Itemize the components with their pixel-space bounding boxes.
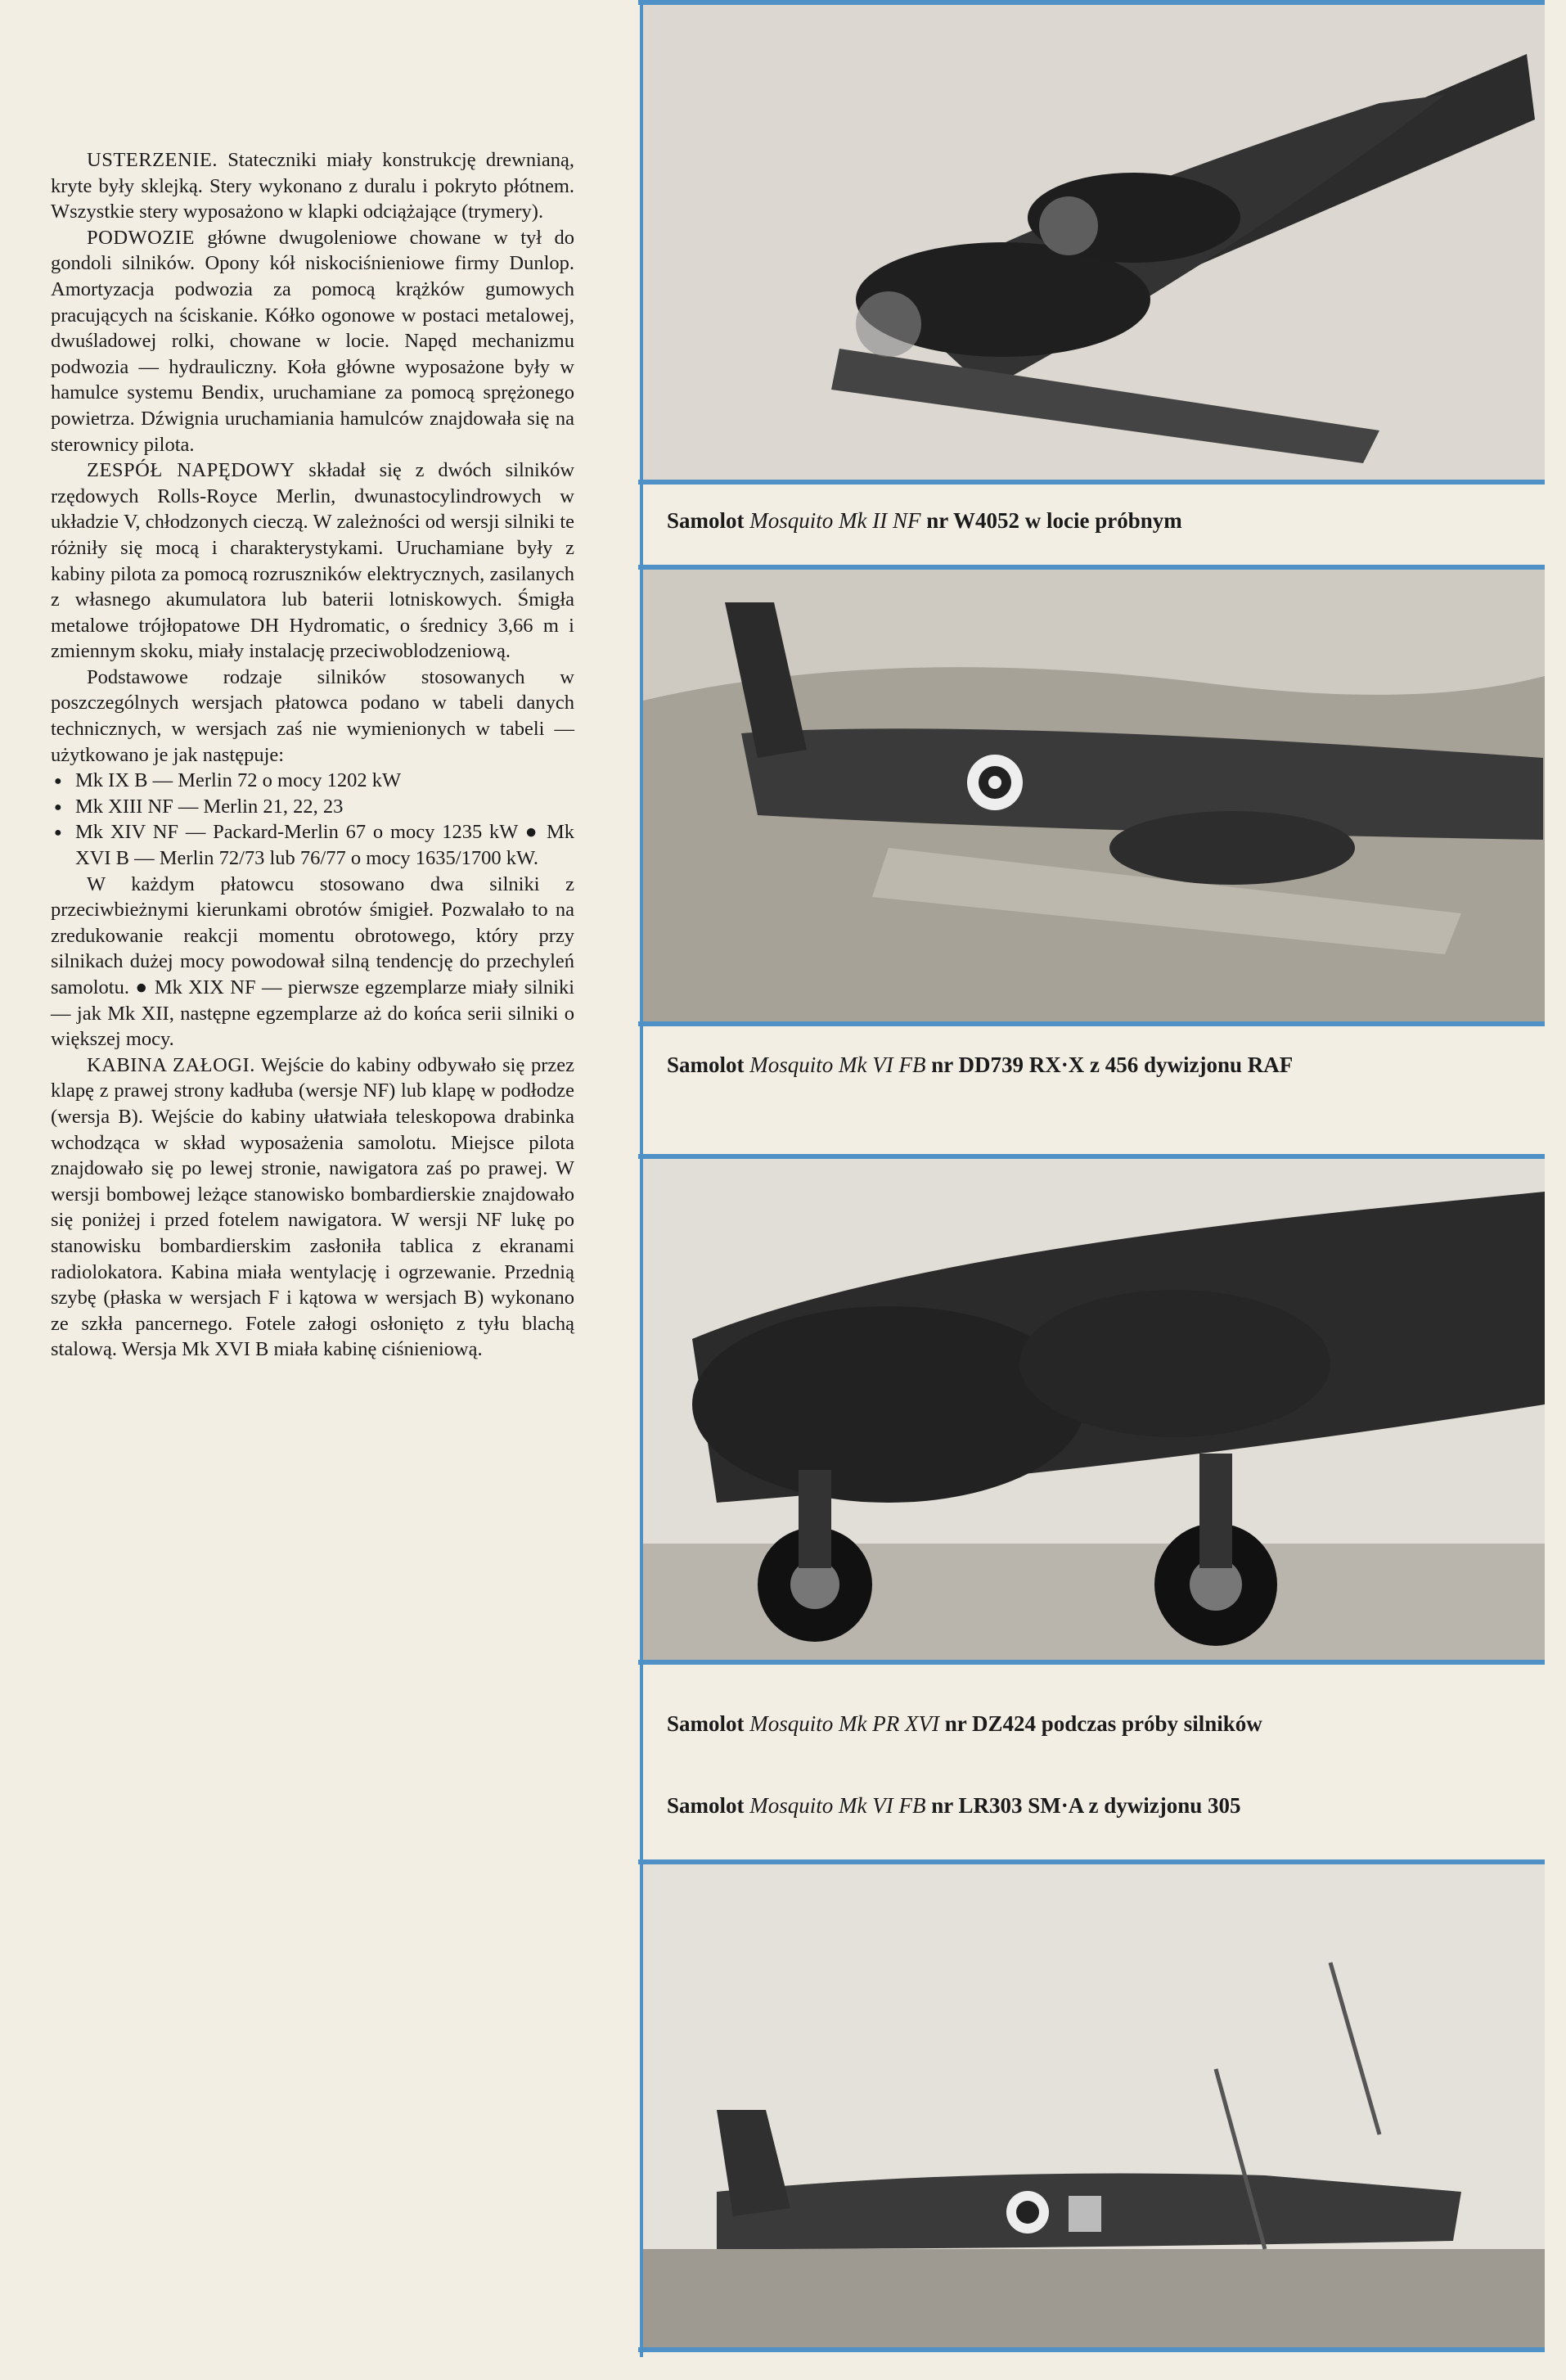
heading-kabina: KABINA ZAŁOGI.: [87, 1053, 255, 1076]
caption-photo-4: [667, 1792, 1526, 1819]
paragraph-usterzenie: [51, 147, 574, 225]
photo-mosquito-lr303: [643, 1864, 1545, 2351]
blue-rule: [638, 1021, 1545, 1026]
caption-detail: nr DD739 RX·X z 456 dywizjonu RAF: [931, 1053, 1294, 1077]
body-podwozie: główne dwugoleniowe chowane w tył do gondoli silników. Opony kół niskociśnieniowe firmy Dunlop. Amortyzacja podwozia za pomocą krążków gumowych pracujących na ściskanie. Kółko ogonowe w postaci metalowej, dwuśladowej rolki, chowane w locie. Napęd mechanizmu podwozia — hydrauliczny. Koła główne wyposażone były w hamulce systemu Bendix, uruchamiane za pomocą sprężonego powietrza. Dźwignia uruchamiania hamulców znajdowała się na sterownicy pilota.: [51, 226, 575, 456]
caption-photo-3: [667, 1711, 1526, 1737]
caption-photo-2: [667, 1052, 1526, 1078]
paragraph-zespol: [51, 458, 574, 665]
list-item: ● Mk XIV NF — Packard-Merlin 67 o mocy 1235 kW ● Mk XVI B — Merlin 72/73 lub 76/77 o mocy 1635/1700 kW.: [51, 819, 574, 871]
caption-word: Samolot: [667, 1793, 745, 1818]
body-zespol: składał się z dwóch silników rzędowych Rolls-Royce Merlin, dwunastocylindrowych w układzie V, chłodzonych cieczą. W zależności od wersji silniki te różniły się mocą i charakterystykami. Uruchamiane były z kabiny pilota za pomocą rozruszników elektrycznych, zasilanych z własnego akumulatora lub baterii lotniskowych. Śmigła metalowe trójłopatowe DH Hydromatic, o średnicy 3,66 m i zmiennym skoku, miały instalację przeciwoblodzeniową.: [51, 459, 575, 663]
heading-zespol: ZESPÓŁ NAPĘDOWY: [87, 459, 295, 482]
heading-podwozie: PODWOZIE: [87, 226, 195, 249]
paragraph-platowiec: W każdym płatowcu stosowano dwa silniki z przeciwbieżnymi kierunkami obrotów śmigieł. Pozwalało to na zredukowanie reakcji momentu obrotowego, który przy silnikach dużej mocy powodował silną tendencję do przechyleń samolotu. ● Mk XIX NF — pierwsze egzemplarze miały silniki — jak Mk XII, następne egzemplarze aż do końca serii silniki o większej mocy.: [51, 872, 574, 1051]
heading-usterzenie: USTERZENIE.: [87, 149, 218, 171]
airplane-engine-test-image: [643, 1159, 1545, 1663]
paragraph-silniki: Podstawowe rodzaje silników stosowanych w poszczególnych wersjach płatowca podano w tabeli danych technicznych, w wersjach zaś nie wymienionych w tabeli — użytkowano je jak następuje:: [51, 665, 574, 766]
airplane-in-flight-image: [643, 5, 1545, 483]
blue-rule: [638, 2347, 1545, 2352]
airplane-parked-image: [643, 1864, 1545, 2351]
airplane-ground-image: [643, 570, 1545, 1025]
photo-mosquito-mk2: [643, 5, 1545, 483]
list-item: ● Mk IX B — Merlin 72 o mocy 1202 kW: [51, 768, 574, 794]
photo-mosquito-mk6-dd739: [643, 570, 1545, 1025]
caption-word: Samolot: [667, 508, 745, 533]
caption-detail: nr LR303 SM·A z dywizjonu 305: [931, 1793, 1241, 1818]
caption-detail: nr DZ424 podczas próby silników: [944, 1711, 1262, 1736]
blue-rule: [638, 1660, 1545, 1665]
caption-word: Samolot: [667, 1711, 745, 1736]
caption-word: Samolot: [667, 1053, 745, 1077]
body-kabina: Wejście do kabiny odbywało się przez klapę z prawej strony kadłuba (wersje NF) lub klapę w podłodze (wersja B). Wejście do kabiny ułatwiała teleskopowa drabinka wchodząca w skład wyposażenia samolotu. Miejsce pilota znajdowało się po lewej stronie, nawigatora zaś po prawej. W wersji bombowej leżące stanowisko bombardierskie znajdowało się poniżej i przed fotelem nawigatora. W wersji NF lukę po stanowisku bombardierskim zasłoniła tablica z ekranami radiolokatora. Kabina miała wentylację i ogrzewanie. Przednią szybę (płaska w wersjach F i kątowa w wersjach B) wykonano ze szkła pancernego. Fotele załogi osłonięto z tyłu blachą stalową. Wersja Mk XVI B miała kabinę ciśnieniową.: [51, 1053, 574, 1361]
photo-mosquito-pr16: [643, 1159, 1545, 1663]
paragraph-kabina: [51, 1053, 574, 1363]
list-item: ● Mk XIII NF — Merlin 21, 22, 23: [51, 794, 574, 820]
caption-model: Mosquito Mk VI FB: [749, 1053, 926, 1077]
caption-model: Mosquito Mk PR XVI: [749, 1711, 939, 1736]
engine-list: [51, 768, 574, 871]
blue-rule: [638, 480, 1545, 485]
paragraph-podwozie: [51, 225, 574, 458]
caption-model: Mosquito Mk II NF: [749, 508, 921, 533]
caption-detail: nr W4052 w locie próbnym: [926, 508, 1182, 533]
caption-model: Mosquito Mk VI FB: [749, 1793, 926, 1818]
article-text: [51, 147, 574, 1363]
body-usterzenie: Stateczniki miały konstrukcję drewnianą, kryte były sklejką. Stery wykonano z duralu i pokryto płótnem. Wszystkie stery wyposażono w klapki odciążające (trymery).: [51, 149, 575, 223]
caption-photo-1: [667, 507, 1526, 534]
